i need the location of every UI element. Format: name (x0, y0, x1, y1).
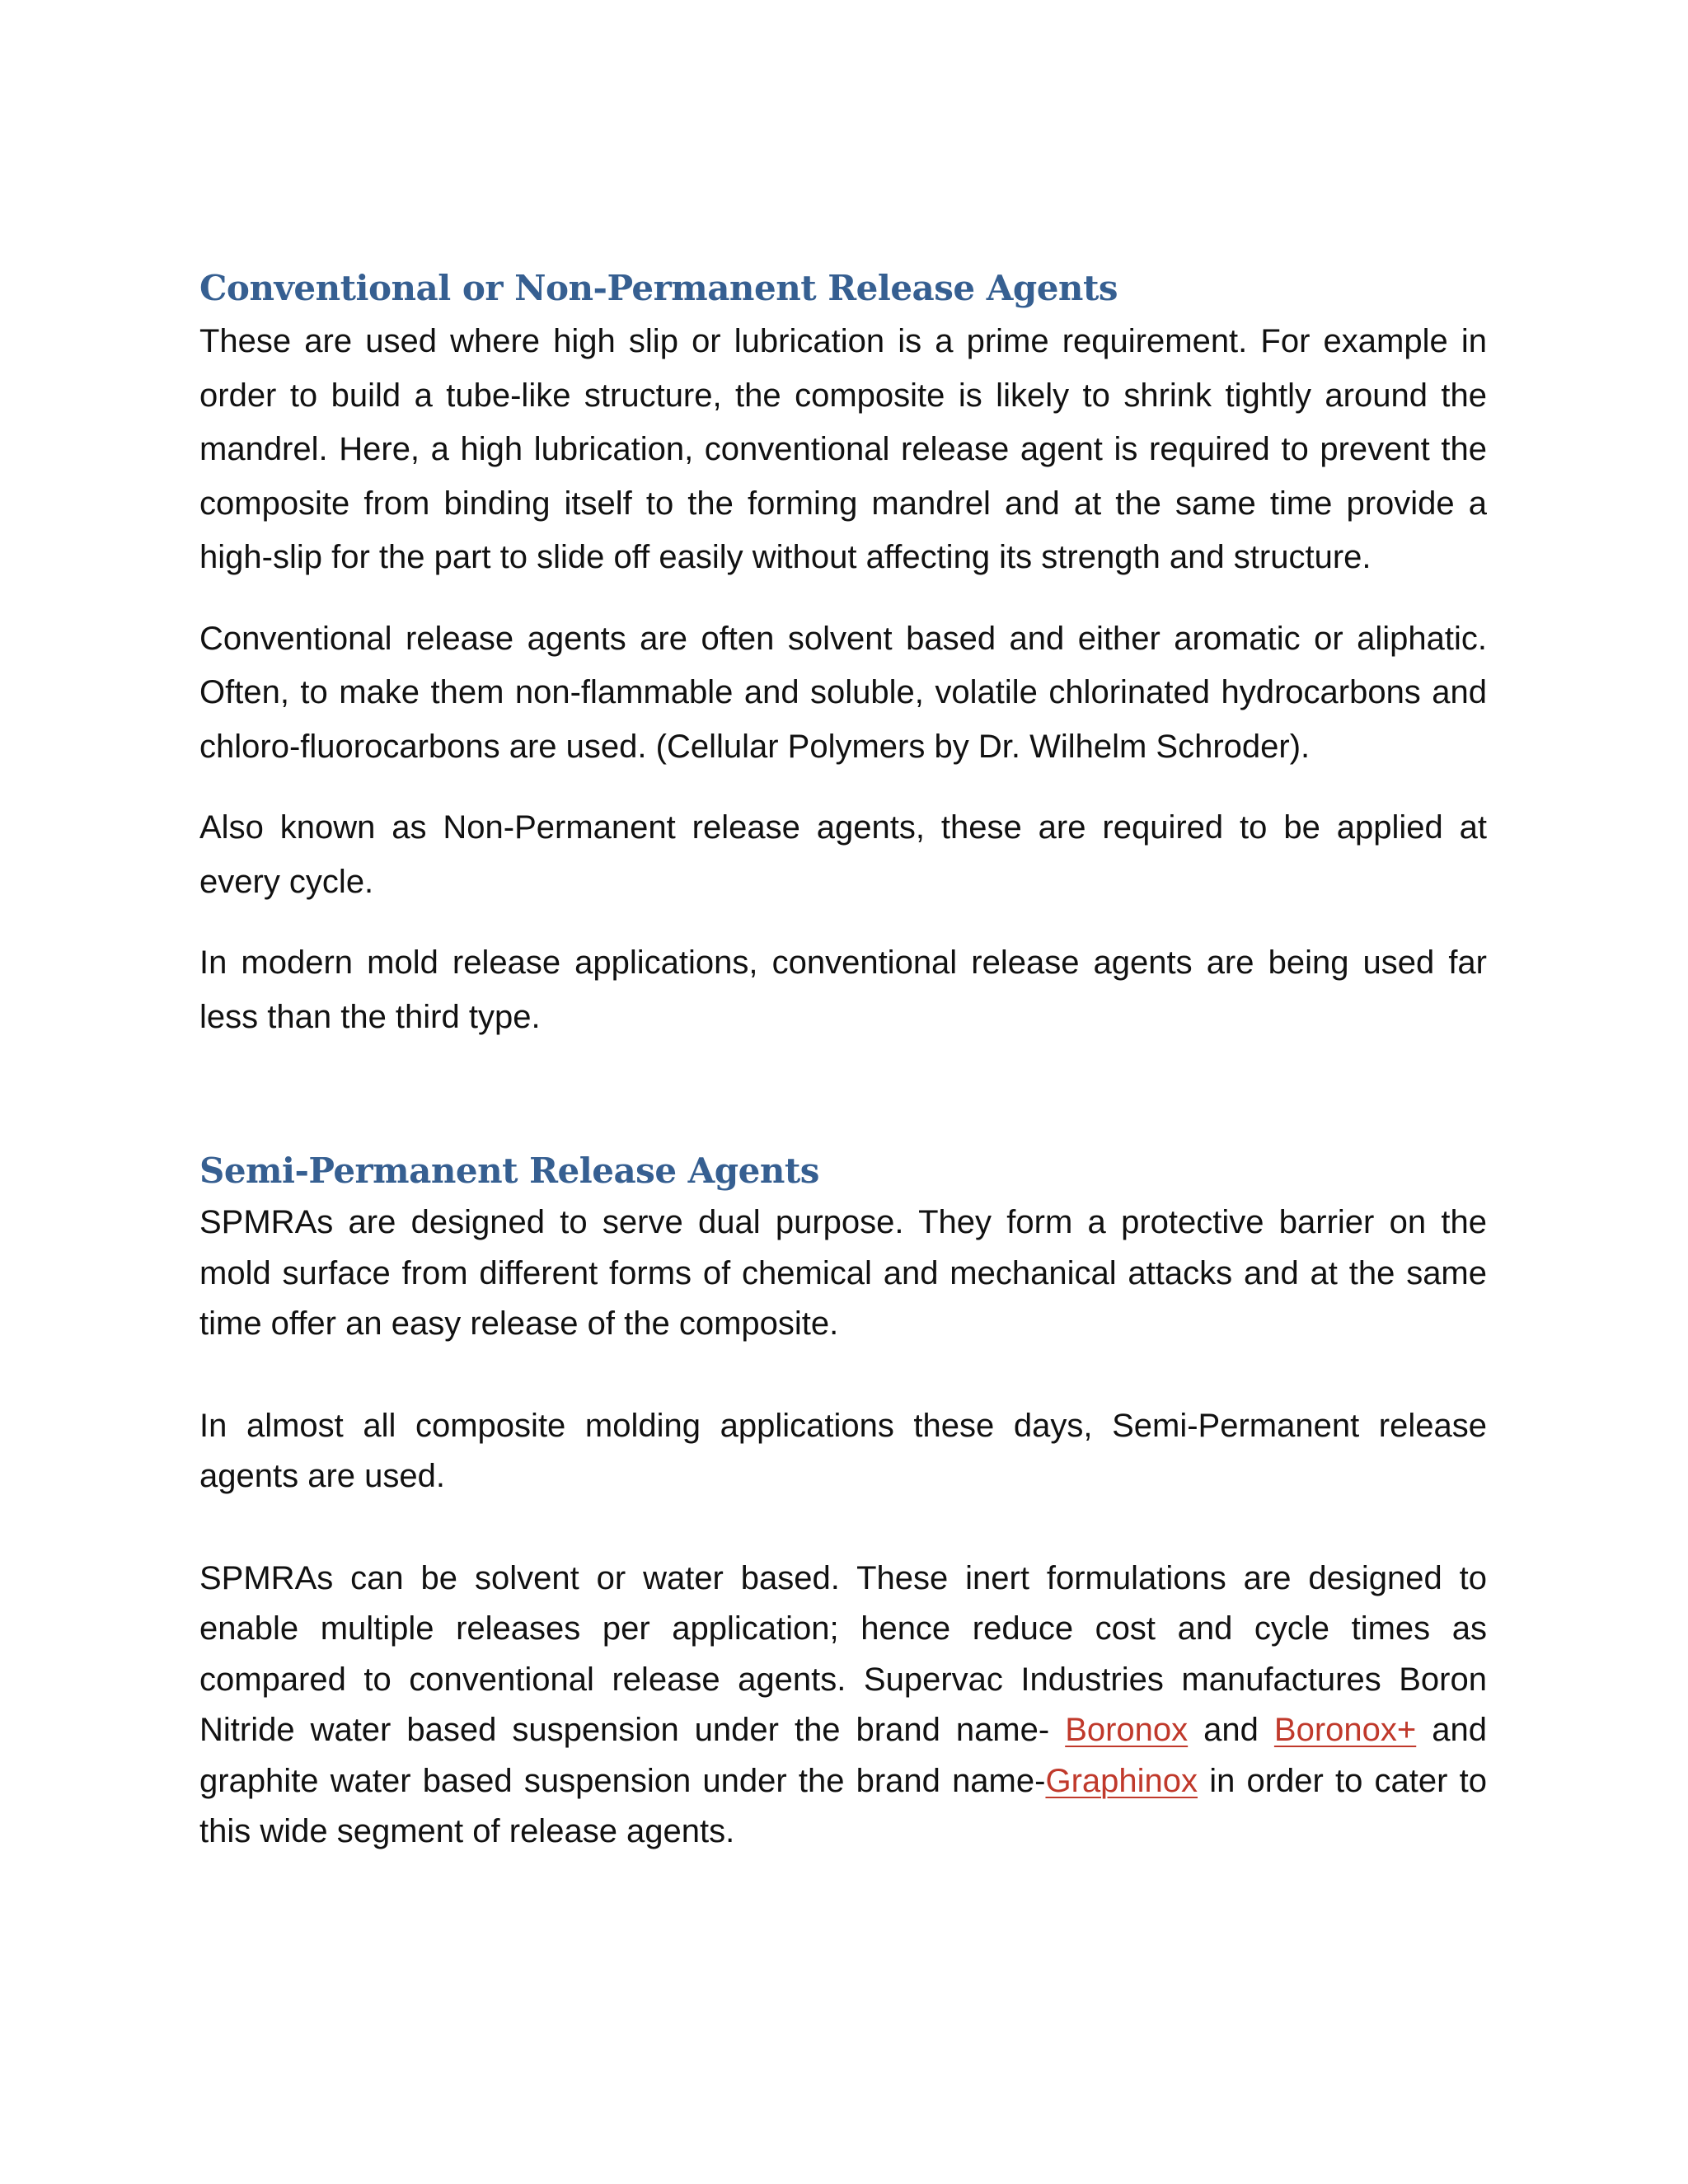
paragraph: Conventional release agents are often solvent based and either aromatic or aliphatic. Often, to make them non-flammable and soluble, volatile chlorinated hydrocarbons and chloro-fluorocarbons are used. (Cellular Polymers by Dr. Wilhelm Schroder). (199, 620, 1487, 765)
paragraph-text: and graphite water based suspension under the brand name- (199, 1712, 1487, 1799)
graphinox-link[interactable]: Graphinox (1045, 1762, 1198, 1799)
paragraph-text: in order to cater to this wide segment of release agents. (199, 1762, 1487, 1849)
paragraph: In almost all composite molding applications these days, Semi-Permanent release agents are used. (199, 1407, 1487, 1494)
paragraph-text: SPMRAs can be solvent or water based. These inert formulations are designed to enable multiple releases per application; hence reduce cost and cycle times as compared to conventional release agents. Supervac Industries manufactures Boron Nitride water based suspension under the brand name- (199, 1559, 1487, 1748)
paragraph: Also known as Non-Permanent release agents, these are required to be applied at every cycle. (199, 809, 1487, 900)
section-heading: Semi-Permanent Release Agents (199, 1151, 819, 1191)
section-conventional-release-agents (199, 262, 1487, 1044)
section-semi-permanent-release-agents (199, 1145, 1487, 1858)
boronox-plus-link[interactable]: Boronox+ (1273, 1712, 1417, 1748)
boronox-link[interactable]: Boronox (1065, 1712, 1189, 1748)
paragraph: SPMRAs are designed to serve dual purpose. They form a protective barrier on the mold surface from different forms of chemical and mechanical attacks and at the same time offer an easy release of the composite. (199, 1204, 1487, 1342)
section-heading: Conventional or Non-Permanent Release Agents (199, 268, 1118, 308)
paragraph-text: and (1203, 1712, 1259, 1748)
paragraph: In modern mold release applications, conventional release agents are being used far less than the third type. (199, 944, 1487, 1035)
paragraph: These are used where high slip or lubrication is a prime requirement. For example in order to build a tube-like structure, the composite is likely to shrink tightly around the mandrel. Here, a high lubrication, conventional release agent is required to prevent the composite from binding itself to the forming mandrel and at the same time provide a high-slip for the part to slide off easily without affecting its strength and structure. (199, 323, 1487, 575)
paragraph-with-links (199, 1554, 1487, 1858)
document-page (199, 262, 1487, 1858)
